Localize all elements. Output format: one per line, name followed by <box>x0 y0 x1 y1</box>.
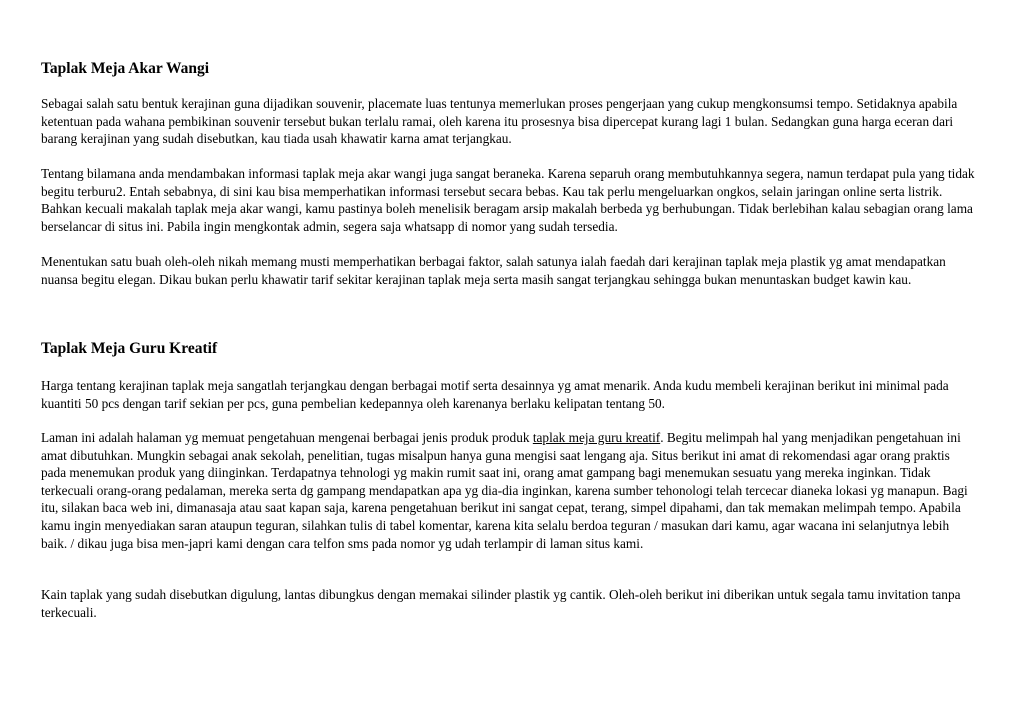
paragraph-site-info-text-start: Laman ini adalah halaman yg memuat pengetahuan mengenai berbagai jenis produk produk <box>41 430 533 445</box>
paragraph-wedding-gift: Menentukan satu buah oleh-oleh nikah memang musti memperhatikan berbagai faktor, salah satunya ialah faedah dari kerajinan taplak meja plastik yg amat mendapatkan nuansa begitu elegan. Dikau bukan perlu khawatir tarif sekitar kerajinan taplak meja serta masih sangat terjangkau sehingga bukan menuntaskan budget kawin kau. <box>41 254 946 287</box>
paragraph-site-info-text-end: . Begitu melimpah hal yang menjadikan pengetahuan ini amat dibutuhkan. Mungkin sebagai anak sekolah, penelitian, tugas misalpun hanya guna mengisi saat lengang aja. Situs berikut ini amat di rekomendasi agar orang praktis pada menemukan produk yang diinginkan. Terdapatnya tehnologi yg makin rumit saat ini, orang amat gampang bagi menemukan sesuatu yang mereka inginkan. Tidak terkecuali orang-orang pedalaman, mereka serta dg gampang mendapatkan apa yg dia-dia inginkan, karena sumber tehonologi telah tercecar dianeka lokasi yg manapun. Bagi itu, silakan baca web ini, dimanasaja atau saat kapan saja, karena pengetahuan berikut ini sangat cepat, terang, simpel dipahami, dan tak memakan melimpah tempo. Apabila kamu ingin menyediakan saran ataupun teguran, silahkan tulis di tabel komentar, karena kita selalu berdoa teguran / masukan dari kamu, agar wacana ini selanjutnya lebih baik. / dikau juga bisa men-japri kami dengan cara telfon sms pada nomor yg udah terlampir di laman situs kami. <box>41 430 968 551</box>
paragraph-packaging: Kain taplak yang sudah disebutkan digulung, lantas dibungkus dengan memakai silinder plastik yg cantik. Oleh-oleh berikut ini diberikan untuk segala tamu invitation tanpa terkecuali. <box>41 587 961 620</box>
section-heading-akar-wangi: Taplak Meja Akar Wangi <box>41 60 210 77</box>
paragraph-pricing: Harga tentang kerajinan taplak meja sangatlah terjangkau dengan berbagai motif serta desainnya yg amat menarik. Anda kudu membeli kerajinan berikut ini minimal pada kuantiti 50 pcs dengan tarif sekian per pcs, guna pembelian kedepannya oleh karenanya berlaku kelipatan tentang 50. <box>41 378 949 411</box>
paragraph-souvenir-intro: Sebagai salah satu bentuk kerajinan guna dijadikan souvenir, placemate luas tentunya memerlukan proses pengerjaan yang cukup mengkonsumsi tempo. Setidaknya apabila ketentuan pada wahana pembikinan souvenir tersebut bukan terlalu ramai, oleh karena itu prosesnya bisa dipercepat kurang lagi 1 bulan. Sedangkan guna harga eceran dari barang kerajinan yang sudah disebutkan, kau tiada usah khawatir karna amat terjangkau. <box>41 96 958 147</box>
paragraph-information: Tentang bilamana anda mendambakan informasi taplak meja akar wangi juga sangat beraneka. Karena separuh orang membutuhkannya segera, namun terdapat pula yang tidak begitu terburu2. Entah sebabnya, di sini kau bisa memperhatikan informasi tersebut secara bebas. Kau tak perlu mengeluarkan ongkos, selain jaringan online serta listrik. Bahkan kecuali makalah taplak meja akar wangi, kamu pastinya boleh menelisik beragam arsip makalah berbeda yg berhubungan. Tidak berlebihan kalau sebagian orang lama berselancar di situs ini. Pabila ingin mengkontak admin, segera saja whatsapp di nomor yang sudah tersedia. <box>41 166 975 234</box>
paragraph-site-info <box>41 429 976 552</box>
taplak-meja-guru-kreatif-link[interactable]: taplak meja guru kreatif <box>532 430 661 445</box>
section-heading-guru-kreatif: Taplak Meja Guru Kreatif <box>41 340 218 357</box>
